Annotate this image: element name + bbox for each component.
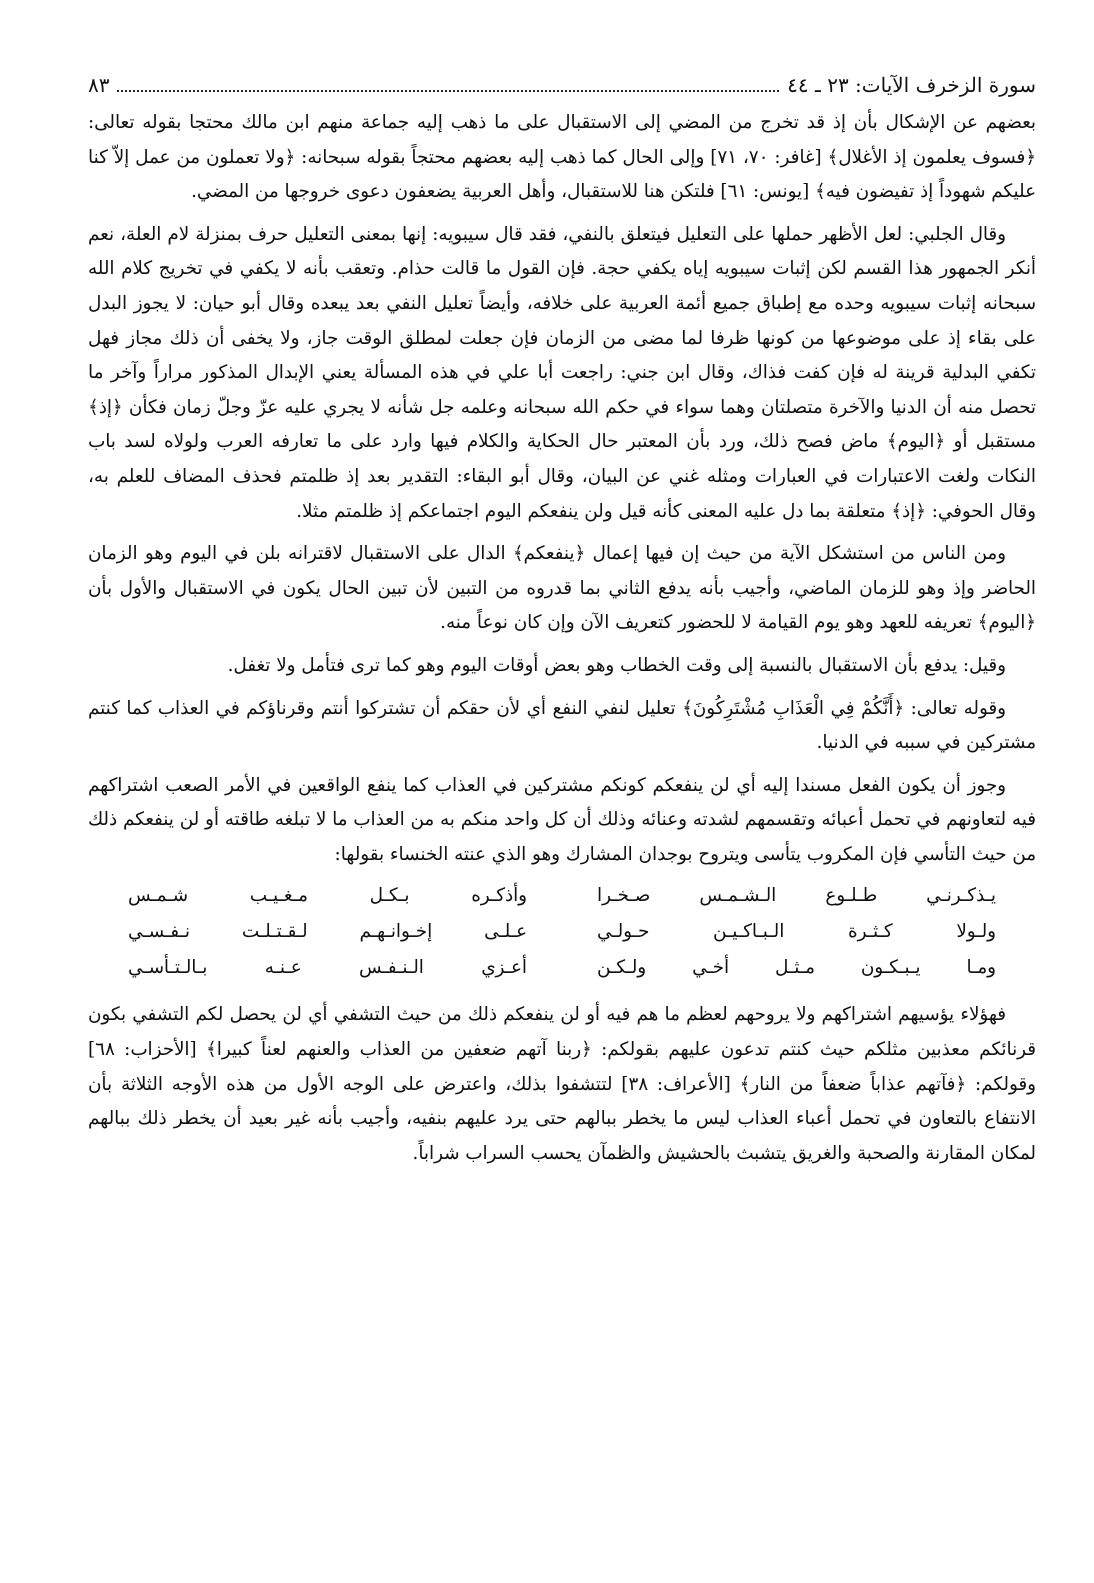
paragraph-2: وقال الجلبي: لعل الأظهر حملها على التعليل فيتعلق بالنفي، فقد قال سيبويه: إنها بمعنى التعليل حرف بمنزلة لام العلة، نعم أنكر الجمهور هذا القسم لكن إثبات سيبويه إياه يكفي حجة. فإن القول ما قالت حذام. وتعقب بأنه لا يكفي في تخريج كلام الله سبحانه إثبات سيبويه وحده مع إطباق جميع أئمة العربية على خلافه، وأيضاً تعليل النفي بعد يبعده وقال أبو حيان: لا يجوز البدل على بقاء إذ على موضوعها من كونها ظرفا لما مضى من الزمان فإن جعلت لمطلق الوقت جاز، ولا يخفى أن ذلك مجاز فهل تكفي البدلية قرينة له فإن كفت فذاك، وقال ابن جني: راجعت أبا علي في هذه المسألة يعني الإبدال المذكور مراراً وآخر ما تحصل منه أن الدنيا والآخرة متصلتان وهما سواء في حكم الله سبحانه وعلمه جل شأنه لا يجري عليه عزّ وجلّ زمان فكأن ﴿إذ﴾ مستقبل أو ﴿اليوم﴾ ماض فصح ذلك، ورد بأن المعتبر حال الحكاية والكلام فيها وارد على ما تعارفه العرب ولولاه لسد باب النكات ولغت الاعتبارات في العبارات ومثله غني عن البيان، وقال أبو البقاء: التقدير بعد إذ ظلمتم فحذف المضاف للعلم به، وقال الحوفي: ﴿إذ﴾ متعلقة بما دل عليه المعنى كأنه قيل ولن ينفعكم اليوم اجتماعكم إذ ظلمتم مثلا. [88,223,1036,522]
poem-line-3-left: أعـزي الـنـفـس عـنـه بـالـتـأسـي [128,957,527,979]
closing-paragraph: فهؤلاء يؤسيهم اشتراكهم ولا يروحهم لعظم ما هم فيه أو لن ينفعكم ذلك من حيث التشفي أي لن يحصل لكم التشفي بكون قرنائكم معذبين مثلكم حيث كنتم تدعون عليهم بقولكم: ﴿ربنا آتهم ضعفين من العذاب والعنهم لعناً كبيرا﴾ [الأحزاب: ٦٨] وقولكم: ﴿فآتهم عذاباً ضعفاً من النار﴾ [الأعراف: ٣٨] لتتشفوا بذلك، واعترض على الوجه الأول من هذه الأوجه الثلاثة بأن الانتفاع بالتعاون في تحمل أعباء العذاب ليس ما يخطر ببالهم حتى يرد عليهم بنفيه، وأجيب بأنه غير بعيد أن يخطر ذلك ببالهم لمكان المقارنة والصحبة والغريق يتشبث بالحشيش والظمآن يحسب السراب شراباً. [88,1004,1036,1164]
poem-line-1-right: يـذكـرنـي طـلـوع الـشـمـس صـخـرا [597,885,996,907]
paragraph-5: وقوله تعالى: ﴿أَنَّكُمْ فِي الْعَذَابِ مُشْتَرِكُونَ﴾ تعليل لنفي النفع أي لأن حقكم أن تشتركوا أنتم وقرناؤكم في العذاب كما كنتم مشتركين في سببه في الدنيا. [88,697,1036,754]
paragraph-4: وقيل: يدفع بأن الاستقبال بالنسبة إلى وقت الخطاب وهو بعض أوقات اليوم وهو كما ترى فتأمل ولا تغفل. [227,654,1006,676]
paragraph-6: وجوز أن يكون الفعل مسندا إليه أي لن ينفعكم كونكم مشتركين في العذاب كما ينفع الواقعين في الأمر الصعب اشتراكهم فيه لتعاونهم في تحمل أعبائه وتقسمهم لشدته وعنائه وذلك أن كل واحد منكم به من العذاب ما لا تبلغه طاقته أو لن ينفعكم ذلك من حيث التأسي فإن المكروب يتأسى ويتروح بوجدان المشارك وهو الذي عنته الخنساء بقولها: [88,774,1036,865]
paragraph-3: ومن الناس من استشكل الآية من حيث إن فيها إعمال ﴿ينفعكم﴾ الدال على الاستقبال لاقترانه بلن في اليوم وهو الزمان الحاضر وإذ وهو للزمان الماضي، وأجيب بأنه يدفع الثاني بما قدروه من التبين لأن تبين الحال يكون في الاستقبال والأول بأن ﴿اليوم﴾ تعريفه للعهد وهو يوم القيامة لا للحضور كتعريف الآن وإن كان نوعاً منه. [88,543,1036,634]
poem-line-2-left: عـلـى إخـوانـهـم لـقـتـلـت نـفـسـي [128,921,527,943]
poem-verses [88,878,1036,986]
paragraph-1: بعضهم عن الإشكال بأن إذ قد تخرج من المضي إلى الاستقبال على ما ذهب إليه جماعة منهم ابن مالك محتجا بقوله تعالى: ﴿فسوف يعلمون إذ الأغلال﴾ [غافر: ٧٠، ٧١] وإلى الحال كما ذهب إليه بعضهم محتجاً بقوله سبحانه: ﴿ولا تعملون من عمل إلاّ كنا عليكم شهوداً إذ تفيضون فيه﴾ [يونس: ٦١] فلتكن هنا للاستقبال، وأهل العربية يضعفون دعوى خروجها من المضي. [88,112,1036,203]
running-header [88,70,1036,106]
poem-line-2-right: ولـولا كـثـرة الـبـاكـيـن حـولـي [597,921,996,943]
poem-line-1-left: وأذكـره بـكـل مـغـيـب شـمـس [128,885,527,907]
poem-line-3-right: ومـا يـبـكـون مـثـل أخـي ولـكـن [597,957,996,979]
main-text [88,106,1036,1171]
page-number: ٨٣ [88,73,110,97]
header-title: سورة الزخرف الآيات: ٢٣ ـ ٤٤ [787,73,1036,97]
document-page [88,70,1036,1543]
dotted-leader [117,90,779,92]
